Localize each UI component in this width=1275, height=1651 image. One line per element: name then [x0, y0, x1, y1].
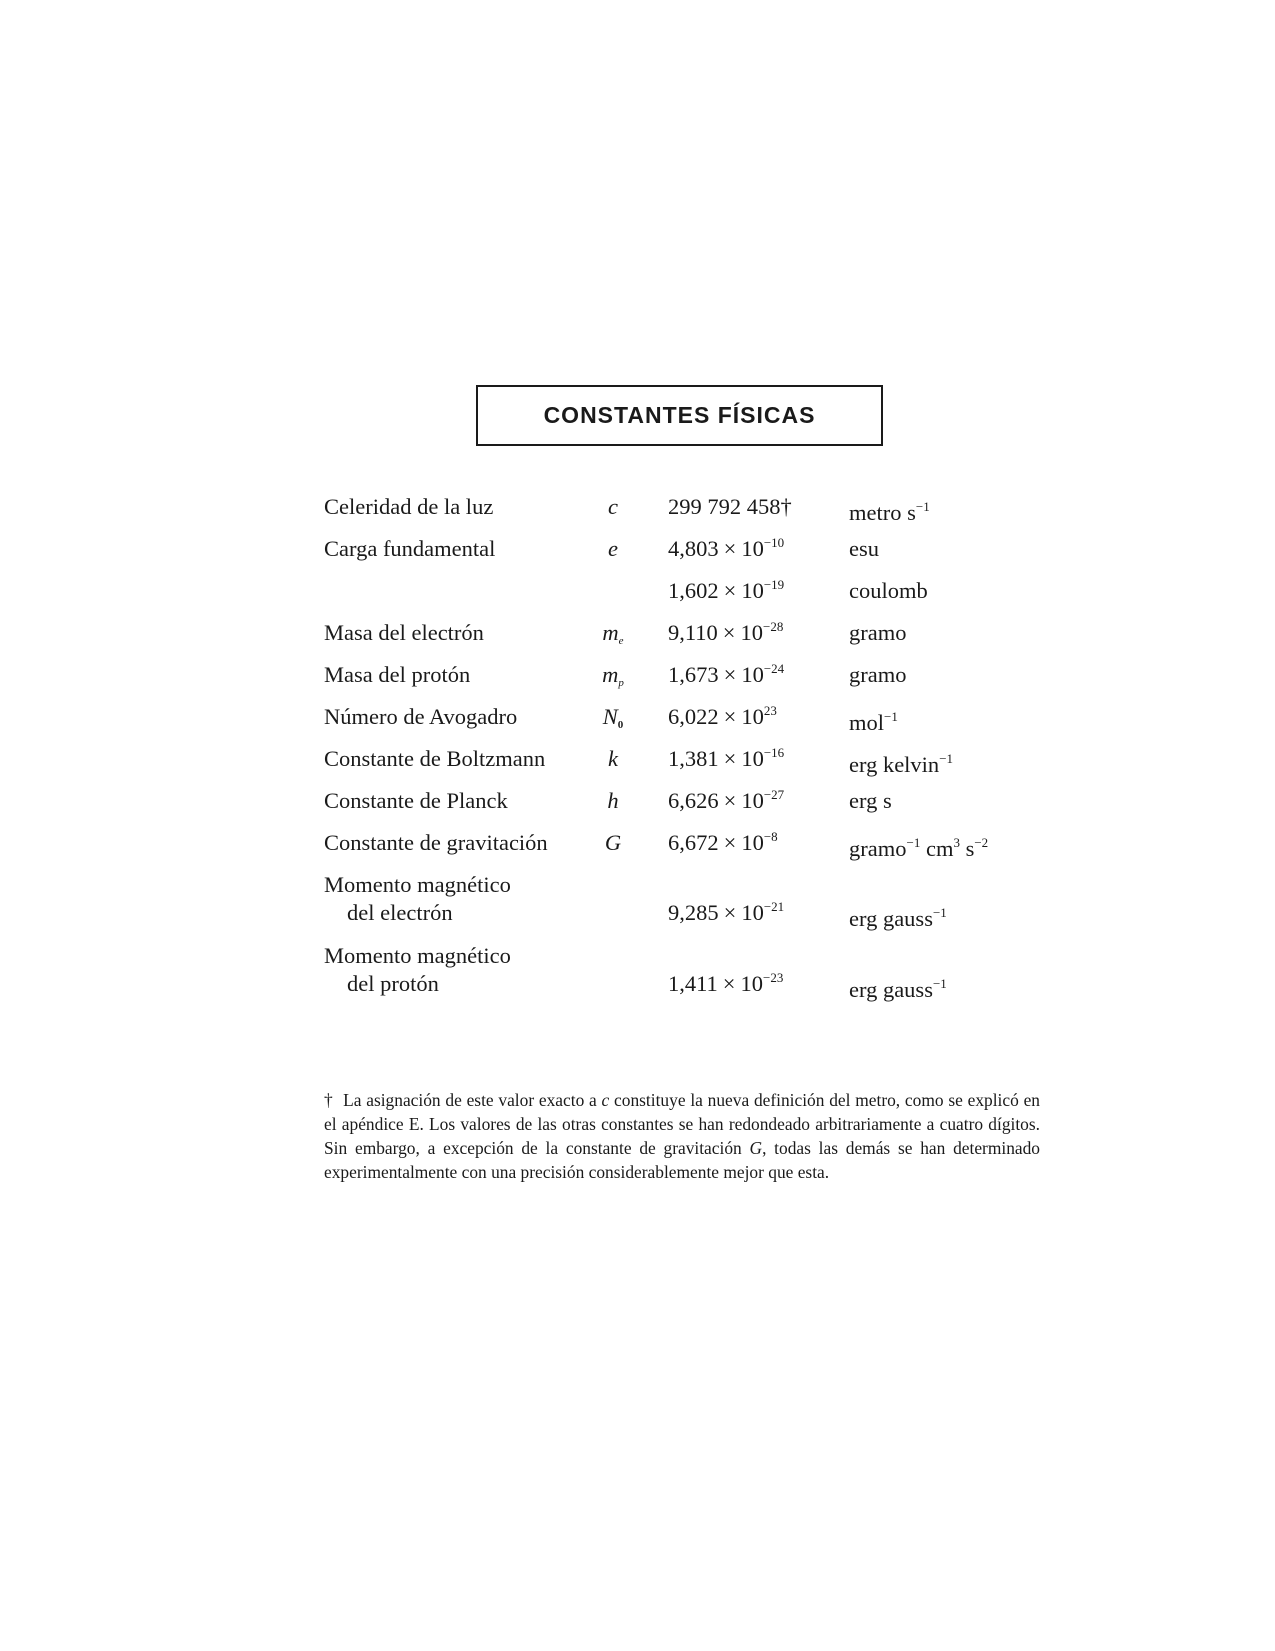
symbol-subscript: 0	[617, 719, 624, 731]
power-base: 10	[741, 704, 764, 729]
symbol-subscript: p	[618, 677, 624, 689]
constant-symbol: G	[604, 830, 622, 855]
mantissa: 6,672	[668, 830, 719, 855]
footnote-symbol: c	[601, 1090, 610, 1111]
symbol-letter: N	[602, 704, 618, 729]
value-digits: 299 792 458	[668, 494, 781, 519]
times-sign: ×	[723, 830, 737, 855]
constant-unit: gramo	[849, 620, 907, 645]
constant-unit	[849, 970, 947, 1004]
symbol-letter: m	[602, 620, 619, 645]
times-sign: ×	[723, 900, 737, 925]
constant-name	[324, 871, 511, 927]
times-sign: ×	[723, 578, 737, 603]
times-sign: ×	[723, 536, 737, 561]
unit-exponent: −1	[932, 905, 947, 920]
unit-exponent: −2	[974, 835, 989, 850]
power-base: 10	[741, 536, 764, 561]
unit-text: gramo	[849, 836, 907, 861]
unit-exponent: −1	[906, 835, 921, 850]
times-sign: ×	[722, 971, 736, 996]
exponent: −21	[763, 899, 785, 914]
constant-unit	[849, 745, 953, 779]
footnote-text: constituye la nueva definición del metro, como se explicó en el apéndice E. Los valores de las otras constantes se han redondeado arbitrariamente a cuatro dígitos. Sin embargo, a excepción de la constante de gravitación	[324, 1090, 1040, 1159]
name-line: del electrón	[347, 900, 453, 925]
mantissa: 1,673	[668, 662, 719, 687]
name-line: Momento magnético	[324, 872, 511, 897]
power-base: 10	[740, 971, 763, 996]
name-line: del protón	[347, 971, 439, 996]
unit-text: s	[959, 836, 975, 861]
constant-name: Constante de Planck	[324, 788, 508, 813]
constant-value	[668, 703, 777, 734]
unit-exponent: −1	[939, 751, 954, 766]
times-sign: ×	[723, 662, 737, 687]
constant-unit: esu	[849, 536, 879, 561]
constant-value	[668, 787, 784, 818]
times-sign: ×	[722, 620, 736, 645]
constant-unit	[849, 493, 930, 527]
footnote-symbol: G	[749, 1138, 763, 1159]
constant-value	[668, 493, 792, 521]
symbol-letter: m	[602, 662, 619, 687]
times-sign: ×	[723, 704, 737, 729]
power-base: 10	[741, 746, 764, 771]
mantissa: 1,381	[668, 746, 719, 771]
constant-symbol: k	[608, 746, 618, 771]
mantissa: 4,803	[668, 536, 719, 561]
constant-unit: coulomb	[849, 578, 928, 603]
constant-name	[324, 942, 511, 998]
unit-exponent: −1	[932, 976, 947, 991]
constant-value	[668, 535, 784, 566]
constant-name: Carga fundamental	[324, 536, 496, 561]
symbol-subscript: e	[618, 635, 624, 647]
power-base: 10	[741, 900, 764, 925]
power-base: 10	[741, 662, 764, 687]
power-base: 10	[741, 830, 764, 855]
constant-value	[668, 661, 784, 692]
footnote-text: La asignación de este valor exacto a	[343, 1090, 602, 1111]
constant-name: Constante de gravitación	[324, 830, 548, 855]
mantissa: 9,110	[668, 620, 718, 645]
constant-value	[668, 829, 778, 860]
constant-unit	[849, 703, 898, 737]
exponent: −19	[763, 577, 785, 592]
footnote	[324, 1088, 1040, 1184]
exponent: −28	[763, 619, 784, 634]
unit-exponent: −1	[884, 709, 898, 724]
constant-symbol: h	[607, 788, 619, 813]
unit-exponent: −1	[915, 499, 930, 514]
page-title: CONSTANTES FÍSICAS	[543, 402, 816, 428]
unit-text: mol	[849, 710, 885, 735]
constant-name: Masa del protón	[324, 662, 471, 687]
constant-name: Celeridad de la luz	[324, 494, 494, 519]
power-base: 10	[740, 620, 763, 645]
constant-value	[668, 970, 783, 1001]
exponent: −8	[763, 829, 778, 844]
exponent: −10	[763, 535, 785, 550]
exponent: −27	[763, 787, 785, 802]
constant-value	[668, 577, 784, 608]
power-base: 10	[741, 578, 764, 603]
exponent: −16	[763, 745, 785, 760]
title-box	[476, 385, 883, 446]
unit-text: metro s	[849, 500, 916, 525]
constant-symbol	[600, 703, 626, 739]
constant-unit	[849, 899, 947, 933]
unit-text: erg gauss	[849, 977, 933, 1002]
name-line: Momento magnético	[324, 943, 511, 968]
exponent: −24	[763, 661, 785, 676]
constant-value	[668, 745, 784, 776]
unit-text: cm	[920, 836, 954, 861]
exponent: −23	[763, 970, 784, 985]
unit-text: erg kelvin	[849, 752, 940, 777]
constant-name: Constante de Boltzmann	[324, 746, 546, 771]
mantissa: 6,626	[668, 788, 719, 813]
unit-exponent: 3	[953, 835, 960, 850]
constant-symbol: e	[608, 536, 618, 561]
dagger-mark: †	[324, 1090, 334, 1111]
unit-text: erg gauss	[849, 906, 933, 931]
times-sign: ×	[723, 788, 737, 813]
constant-symbol	[600, 619, 626, 655]
times-sign: ×	[723, 746, 737, 771]
constant-unit: erg s	[849, 788, 892, 813]
constant-value	[668, 619, 783, 650]
constant-unit: gramo	[849, 662, 907, 687]
mantissa: 9,285	[668, 900, 719, 925]
mantissa: 1,602	[668, 578, 719, 603]
dagger-mark: †	[780, 494, 792, 519]
exponent: 23	[763, 703, 777, 718]
constant-value	[668, 899, 784, 930]
constant-symbol: c	[608, 494, 618, 519]
constant-name: Número de Avogadro	[324, 704, 518, 729]
footnote-text: , todas las demás se han determinado experimentalmente con una precisión considerablemente mejor que esta.	[324, 1138, 1041, 1183]
mantissa: 6,022	[668, 704, 719, 729]
power-base: 10	[741, 788, 764, 813]
constant-unit	[849, 829, 988, 863]
constant-name: Masa del electrón	[324, 620, 484, 645]
constant-symbol	[600, 661, 626, 697]
mantissa: 1,411	[668, 971, 718, 996]
